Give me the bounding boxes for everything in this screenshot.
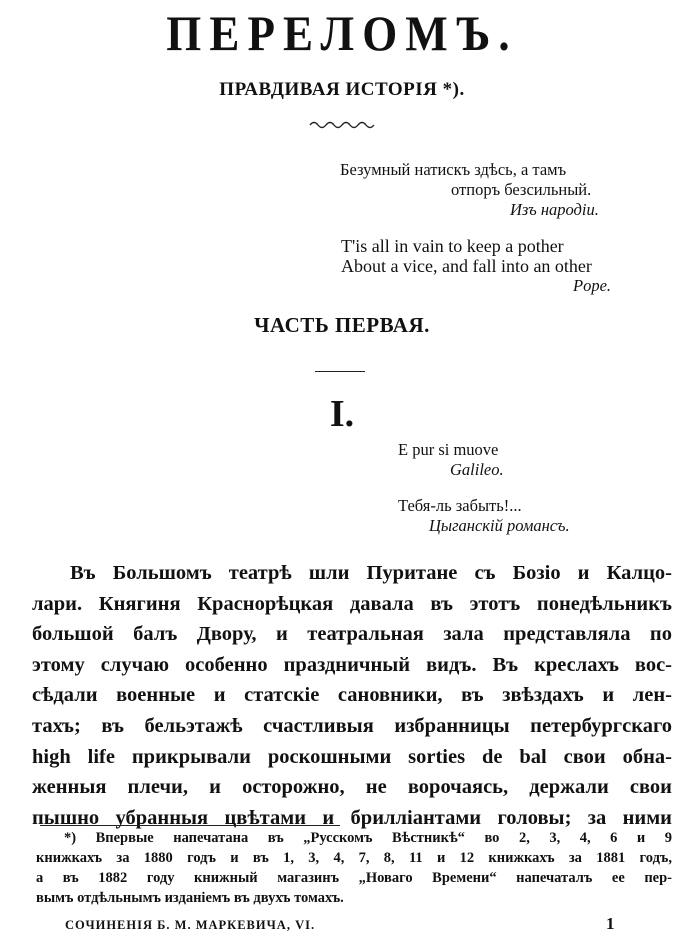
epigraph-line: About a vice, and fall into an other [341, 256, 592, 276]
footnote-line: книжкахъ за 1880 годъ и въ 1, 3, 4, 7, 8, 11 и 12 книжкахъ за 1881 годъ, [36, 850, 672, 866]
page-subtitle: ПРАВДИВАЯ ИСТОРІЯ *). [219, 79, 465, 100]
body-line: лари. Княгиня Краснорѣцкая давала въ этотъ понедѣльникъ [32, 592, 672, 615]
body-line: тахъ; въ бельэтажѣ счастливыя избранницы петербургскаго [32, 714, 672, 737]
page-title: ПЕРЕЛОМЪ. [166, 5, 518, 61]
epigraph-line-text: отпоръ безсильный. [451, 180, 592, 199]
footnote-line: а въ 1882 году книжный магазинъ „Новаго Времени“ напечаталъ ее пер- [36, 870, 672, 886]
body-line: сѣдали военные и статскіе сановники, въ звѣздахъ и лен- [32, 684, 672, 707]
wavy-divider-ornament [309, 119, 375, 129]
footnote-rule [40, 825, 340, 826]
footnote-line: вымъ отдѣльнымъ изданіемъ въ двухъ томахъ. [36, 890, 344, 906]
epigraph-source: Изъ народіи. [510, 200, 599, 219]
body-line: этому случаю особенно праздничный видъ. Въ креслахъ вос- [32, 653, 672, 676]
chapter-number: I. [329, 393, 355, 435]
part-heading: ЧАСТЬ ПЕРВАЯ. [254, 313, 430, 337]
footnote [36, 828, 672, 908]
body-line: пышно убранныя цвѣтами и брилліантами головы; за ними [32, 806, 672, 829]
body-line: Въ Большомъ театрѣ шли Пуритане съ Бозіо и Калцо- [70, 562, 672, 584]
body-line: high life прикрывали роскошными sorties de bal свои обна- [32, 745, 672, 768]
epigraph-source: Pope. [573, 276, 612, 295]
epigraph-line: Тебя-ль забыть!... [398, 496, 522, 515]
printer-signature: СОЧИНЕНІЯ Б. М. МАРКЕВИЧА, VI. [65, 918, 316, 932]
epigraph-line [340, 180, 640, 200]
epigraph-source: Galileo. [450, 460, 504, 479]
epigraph-line: E pur si muove [398, 440, 499, 459]
epigraph-line: T'is all in vain to keep a pother [341, 236, 564, 256]
epigraph-source: Цыганскій романсъ. [429, 516, 570, 535]
epigraph-top [340, 160, 640, 220]
epigraph-chapter [398, 440, 658, 536]
section-rule [315, 371, 365, 372]
body-line: женныя плечи, и осторожно, не ворочаясь, держали свои [32, 776, 672, 799]
footnote-line: *) Впервые напечатана въ „Русскомъ Вѣстникѣ“ во 2, 3, 4, 6 и 9 [64, 830, 672, 846]
body-line: большой балъ Двору, и театральная зала представляла по [32, 623, 672, 646]
epigraph-english [341, 236, 661, 296]
epigraph-line: Безумный натискъ здѣсь, а тамъ [340, 160, 567, 179]
page-number: 1 [606, 914, 615, 933]
body-paragraph [32, 558, 672, 833]
